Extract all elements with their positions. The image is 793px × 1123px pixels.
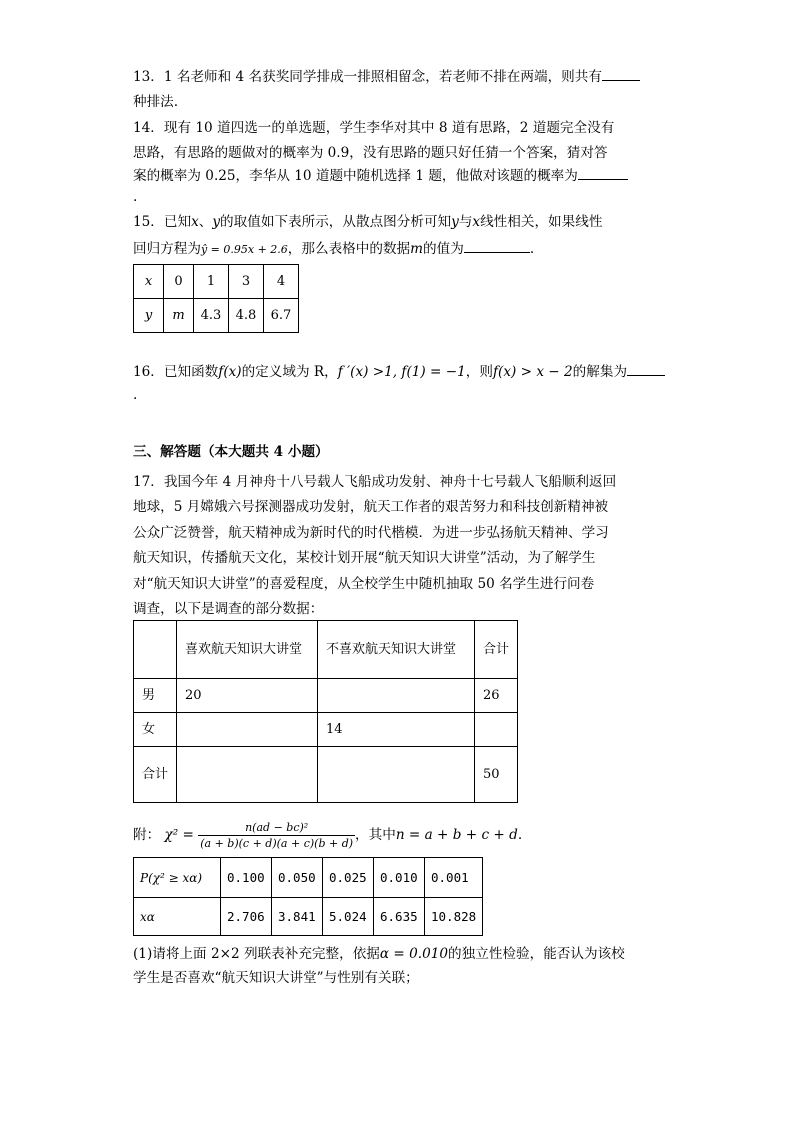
table-row — [134, 679, 518, 713]
q13-answer-blank — [602, 66, 640, 81]
appendix-end: . — [517, 827, 523, 843]
q15-answer-blank — [464, 238, 530, 253]
q13-line2: 种排法. — [133, 94, 179, 110]
table-cell: 6.7 — [264, 299, 299, 333]
q15-text-f: 回归方程为 — [133, 241, 201, 257]
critical-value-table — [133, 857, 483, 936]
table-cell — [177, 747, 318, 803]
table-cell: 0.025 — [323, 858, 374, 898]
q14-line4: . — [133, 189, 138, 205]
table-cell: 0 — [164, 265, 194, 299]
q16-text-b: 的定义域为 R， — [241, 364, 338, 380]
q16-condition: f ′(x) >1, f(1) = −1 — [337, 364, 466, 380]
table-cell — [475, 713, 518, 747]
table-cell: xα — [134, 898, 221, 936]
table-cell: 26 — [475, 679, 518, 713]
var-m: m — [410, 241, 424, 257]
appendix-label: 附： — [133, 827, 161, 843]
table-cell: 0.050 — [272, 858, 323, 898]
var-y: y — [212, 214, 221, 230]
chi-square-symbol: χ² = — [164, 827, 194, 843]
q13-text: 13．1 名老师和 4 名获奖同学排成一排照相留念，若老师不排在两端，则共有 — [133, 69, 602, 85]
table-row — [134, 299, 299, 333]
alpha-value: α = 0.010 — [379, 946, 449, 962]
q15-text-h: 的值为 — [423, 241, 464, 257]
q16-inequality: f(x) > x − 2 — [492, 364, 573, 380]
table-cell: 2.706 — [221, 898, 272, 936]
q17-line: 航天知识，传播航天文化，某校计划开展“航天知识大讲堂”活动，为了解学生 — [133, 550, 596, 566]
q15-text-e: 线性相关，如果线性 — [480, 214, 603, 230]
table-header-cell: 合计 — [475, 621, 518, 679]
table-header-cell: 喜欢航天知识大讲堂 — [177, 621, 318, 679]
q17-part1-line1 — [133, 944, 625, 964]
var-y: y — [451, 214, 459, 230]
table-row — [134, 858, 483, 898]
chi-square-formula — [198, 820, 355, 851]
table-row — [134, 747, 518, 803]
table-header-cell: 不喜欢航天知识大讲堂 — [318, 621, 475, 679]
q15-text-a: 15．已知 — [133, 214, 192, 230]
q14-line2: 思路，有思路的题做对的概率为 0.9，没有思路的题只好任猜一个答案，猜对答 — [133, 145, 608, 161]
table-cell — [318, 747, 475, 803]
q14-line3 — [133, 165, 628, 186]
q14-line1: 14．现有 10 道四选一的单选题，学生李华对其中 8 道有思路，2 道题完全没有 — [133, 120, 615, 136]
table-cell: 14 — [318, 713, 475, 747]
table-cell: x — [134, 265, 164, 299]
table-cell: 4 — [264, 265, 299, 299]
table-cell: 5.024 — [323, 898, 374, 936]
part1-text-a: (1)请将上面 2×2 列联表补充完整，依据 — [133, 946, 380, 962]
table-cell: 0.001 — [425, 858, 483, 898]
table-cell: 1 — [194, 265, 229, 299]
q17-contingency-table — [133, 620, 518, 803]
q15-text-c: 的取值如下表所示，从散点图分析可知 — [220, 214, 452, 230]
var-x: x — [191, 214, 199, 230]
table-cell: 4.3 — [194, 299, 229, 333]
q17-appendix — [133, 818, 522, 852]
table-cell: m — [164, 299, 194, 333]
q15-text-b: 、 — [198, 214, 213, 230]
q17-line: 对“航天知识大讲堂”的喜爱程度，从全校学生中随机抽取 50 名学生进行问卷 — [133, 576, 595, 592]
q15-text-g: ，那么表格中的数据 — [287, 241, 411, 257]
appendix-text: ，其中 — [355, 827, 396, 843]
q17-line: 17．我国今年 4 月神舟十八号载人飞船成功发射、神舟十七号载人飞船顺利返回 — [133, 474, 617, 490]
table-cell: P(χ² ≥ xα) — [134, 858, 221, 898]
part1-text-b: 的独立性检验，能否认为该校 — [448, 946, 625, 962]
formula-numerator: n(ad − bc)² — [198, 820, 355, 836]
q15-line1 — [133, 212, 602, 232]
q16-line2: . — [133, 387, 138, 403]
table-cell: 4.8 — [229, 299, 264, 333]
table-cell: y — [134, 299, 164, 333]
q17-line: 公众广泛赞誉，航天精神成为新时代的时代楷模．为进一步弘扬航天精神、学习 — [133, 525, 609, 541]
q14-answer-blank — [578, 165, 628, 180]
table-cell: 0.010 — [374, 858, 425, 898]
table-row — [134, 621, 518, 679]
table-cell: 男 — [134, 679, 177, 713]
table-header-cell — [134, 621, 177, 679]
table-cell: 6.635 — [374, 898, 425, 936]
q16-line1 — [133, 361, 665, 382]
q15-data-table — [133, 264, 299, 333]
table-cell: 合计 — [134, 747, 177, 803]
q17-line: 地球，5 月嫦娥六号探测器成功发射，航天工作者的艰苦努力和科技创新精神被 — [133, 499, 609, 515]
table-row — [134, 898, 483, 936]
formula-denominator: (a + b)(c + d)(a + c)(b + d) — [200, 837, 354, 850]
function-fx: f(x) — [218, 364, 242, 380]
table-cell: 3.841 — [272, 898, 323, 936]
q14-text: 案的概率为 0.25，李华从 10 道题中随机选择 1 题，他做对该题的概率为 — [133, 168, 578, 184]
q15-line2 — [133, 238, 534, 260]
table-cell: 50 — [475, 747, 518, 803]
q17-part1-line2: 学生是否喜欢“航天知识大讲堂”与性别有关联； — [133, 970, 419, 986]
q17-line: 调查，以下是调查的部分数据： — [133, 601, 324, 617]
q16-answer-blank — [627, 361, 665, 376]
table-row — [134, 265, 299, 299]
q16-text-c: ，则 — [465, 364, 493, 380]
table-cell: 3 — [229, 265, 264, 299]
regression-equation: ŷ = 0.95x + 2.6 — [200, 243, 288, 256]
q13-line1 — [133, 66, 640, 87]
var-x: x — [472, 214, 481, 230]
q16-text-a: 16．已知函数 — [133, 364, 219, 380]
table-cell: 10.828 — [425, 898, 483, 936]
table-cell — [177, 713, 318, 747]
table-cell: 0.100 — [221, 858, 272, 898]
q16-text-d: 的解集为 — [572, 364, 628, 380]
table-cell: 20 — [177, 679, 318, 713]
n-equation: n = a + b + c + d — [395, 827, 518, 843]
q15-text-d: 与 — [458, 214, 473, 230]
q15-text-i: . — [529, 241, 535, 257]
table-cell: 女 — [134, 713, 177, 747]
table-row — [134, 713, 518, 747]
table-cell — [318, 679, 475, 713]
section-heading: 三、解答题（本大题共 4 小题） — [133, 444, 329, 460]
